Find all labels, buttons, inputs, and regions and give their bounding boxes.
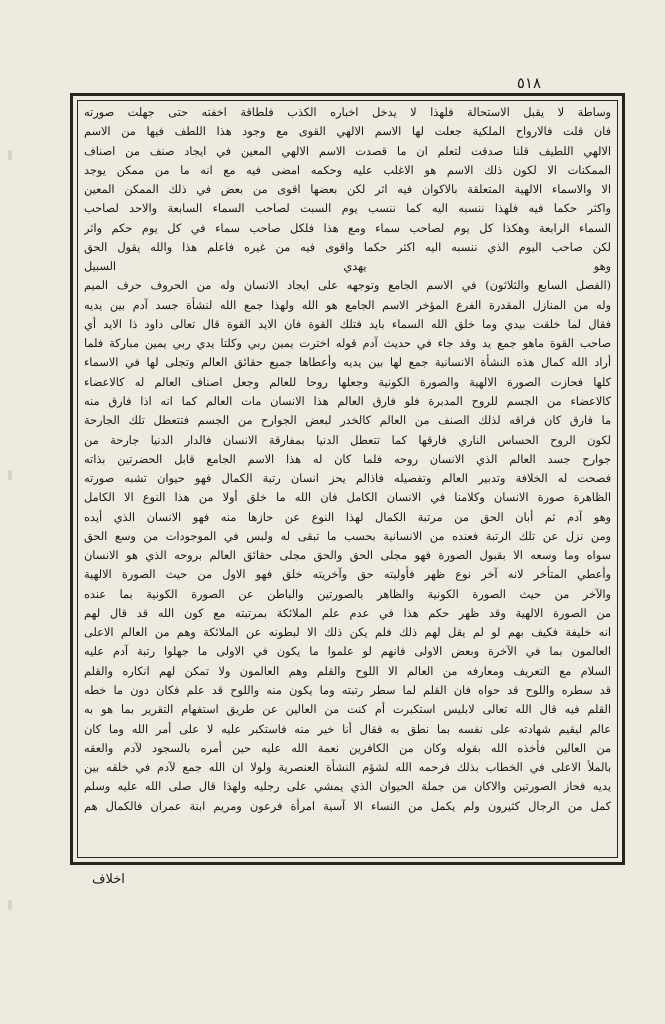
page-number: ٥١٨ — [516, 74, 541, 92]
text-line: انه خليفة فكيف بهم لو لم يقل لهم ذلك فلم يكن ذلك الا لبطونه عن الملائكة وهم من العالم الاعلى — [84, 626, 611, 640]
text-line: فقال لما خلقت بيدي وما خلق الله السماء بايد فتلك القوة فان الايد القوة قال تعالى داود ذا الايد أي — [84, 317, 611, 331]
text-line: وأعطي المتأخر لانه آخر نوع ظهر فأوليته حق وآخريته خلق فهو الاول من حيث الصورة الالهية — [84, 568, 611, 582]
text-line: جوارح جسد العالم الذي الانسان روحه فلما كان له هذا الاسم الجامع قابل الحضرتين بذاته — [84, 452, 611, 466]
text-line: السلام مع التعريف ومعارفه من العالم الا اللوح والقلم وهم العالمون ولا تمكن لهم انكاره والقلم — [84, 664, 611, 678]
text-line: صاحب القوة ماهو جمع يد وقد جاء في حديث آدم قوله اخترت يمين ربي وكلتا يدي ربي يمين مباركة فلما — [84, 337, 611, 351]
gutter-mark — [8, 470, 12, 480]
text-line: أراد الله كمال هذه النشأة الانسانية جمع لها بين يديه وأعطاها جميع حقائق العالم وتجلى لها في الاسماء — [84, 356, 611, 370]
text-line: واكثر حكما فيه فلهذا ننسبه اليه كما ننسب يوم السبت لصاحب السماء السابعة والاحد لصاحب — [84, 202, 611, 216]
text-line: من العالين فأخذه الله بقوله وكان من الكافرين نعمة الله عليه حين أمره بالسجود لآدم والعقه — [84, 741, 611, 755]
text-line: فصحت له الخلافة وتدبير العالم وتفصيله فاذالم يحز انسان رتبة الكمال فهو حيوان تشبه صورته — [84, 472, 611, 486]
text-line: لكن صاحب اليوم الذي ننسبه اليه اكثر حكما واقوى فيه من غيره فاعلم هذا والله يقول الحق — [84, 240, 611, 254]
text-line: الممكنات الا لكون ذلك الاسم هو الاغلب عليه وحكمه امضى فيه مع انه ما من ممكن يوجد — [84, 163, 611, 177]
text-line: وله من المنازل المقدرة الفرع المؤخر الاسم الجامع هو الله ولهذا جمع الله لنشأة جسد آدم بين يديه — [84, 298, 611, 312]
gutter-mark — [8, 150, 12, 160]
text-line: وساطة لا يقبل الاستحالة فلهذا لا يدخل اخباره الكذب فلطاقة اخفته حتى جهلت صورته — [84, 106, 611, 119]
text-line: العالمون بما في الآخرة وبعض الاولى فانهم لو علموا ما يكون في الاولى ما جهلوا رتبة آدم عليه — [84, 645, 611, 659]
text-line: والآخر من حيث الصورة الكونية والظاهر بالصورتين والباطن عن الصورة الكونية بما عنده — [84, 587, 611, 601]
text-line: (الفصل السابع والثلاثون) في الاسم الجامع وتوجهه على ايجاد الانسان وله من الحروف حرف الميم — [84, 279, 611, 293]
text-line: بالملأ الاعلى في الخطاب بذلك فرحمه الله لشؤم النشأة العنصرية ولولا ان الله جمع لآدم في خلقه بين — [84, 761, 611, 775]
text-line: الظاهرة صورة الانسان وكلامنا في الانسان الكامل فان الله ما خلق أولا من هذا النوع الا الكامل — [84, 491, 611, 505]
text-line: لكون الروح الحساس الناري فارقها كما تتعطل الدنيا بمفارقة الانسان فالدار الدنيا جارحة من — [84, 433, 611, 447]
text-line: كالاعضاء من الجسم للروح المدبرة فلو فارق العالم هذا الانسان مات العالم كما انه اذا فارق منه — [84, 394, 611, 408]
gutter-mark — [8, 900, 12, 910]
text-line: الا والاسماء الالهية المتعلقة بالاكوان فيه اثر لكن بعضها اقوى من بعض في ذلك الممكن المعين — [84, 183, 611, 197]
text-line: ومن نزل عن تلك الرتبة فعنده من الانسانية بحسب ما تبقى له ولبس في الموجودات من وسع الحق — [84, 529, 611, 543]
text-line: قد سطره واللوح قد حواه فان القلم لما سطر رتبته وما يكون منه واللوح قد علم فكان دون ما خطه — [84, 683, 611, 697]
text-line: كمل من الرجال كثيرون ولم يكمل من النساء الا آسية امرأة فرعون ومريم ابنة عمران فالكمال هم — [84, 799, 611, 813]
text-line: كلها فحازت الصورة الالهية والصورة الكونية وجعلها روحا للعالم وجعل اصناف العالم له كالاعضاء — [84, 375, 611, 389]
text-line: وهو يهدي السبيل — [84, 260, 611, 274]
text-line: يديه فحاز الصورتين والاكان من جملة الحيوان الذي يمشي على رجليه ولهذا قال صلى الله عليه وسلم — [84, 780, 611, 794]
text-line: الالهي اللطيف قلنا صدقت لتعلم ان ما قصدت الاسم الالهي المعين في ايجاد صنف من اصناف — [84, 144, 611, 158]
text-line: فان قلت فالارواح الملكية جعلت لها الاسم الالهي القوى مع وجود هذا اللطف فيها من الاسم — [84, 125, 611, 139]
catchword: اخلاف — [92, 872, 125, 887]
text-line: من الصورة الالهية وقد ظهر حكم هذا في عدم علم الملائكة بمرتبته مع كون الله قد قال لهم — [84, 606, 611, 620]
text-line: ما فارق كان فراقه لذلك الصنف من العالم كالخدر لبعض الجوارح من الجسم فتتعطل تلك الجارحة — [84, 414, 611, 428]
text-line: وهو آدم ثم أبان الحق من مرتبة الكمال لهذا النوع عن حازها منه فهو الانسان الذي أيده — [84, 510, 611, 524]
text-line: السماء الرابعة وهكذا كل يوم لصاحب سماء ومع هذا فلكل صاحب سماء في كل يوم حكم واثر — [84, 221, 611, 235]
text-body — [84, 103, 611, 855]
text-line: عالم ليقيم شهادته على نفسه بما نطق به فقال أنا خير منه فاستكبر عليه لا على أمر الله وما كان — [84, 722, 611, 736]
text-line: سواه وما وسعه الا بقبول الصورة فهو مجلى الحق والحق مجلى حقائق العالم بروحه الذي هو الانسان — [84, 549, 611, 563]
text-line: القلم فيه قال الله تعالى لابليس استكبرت أم كنت من العالين عن طريق استفهام التقرير بما هو به — [84, 703, 611, 717]
